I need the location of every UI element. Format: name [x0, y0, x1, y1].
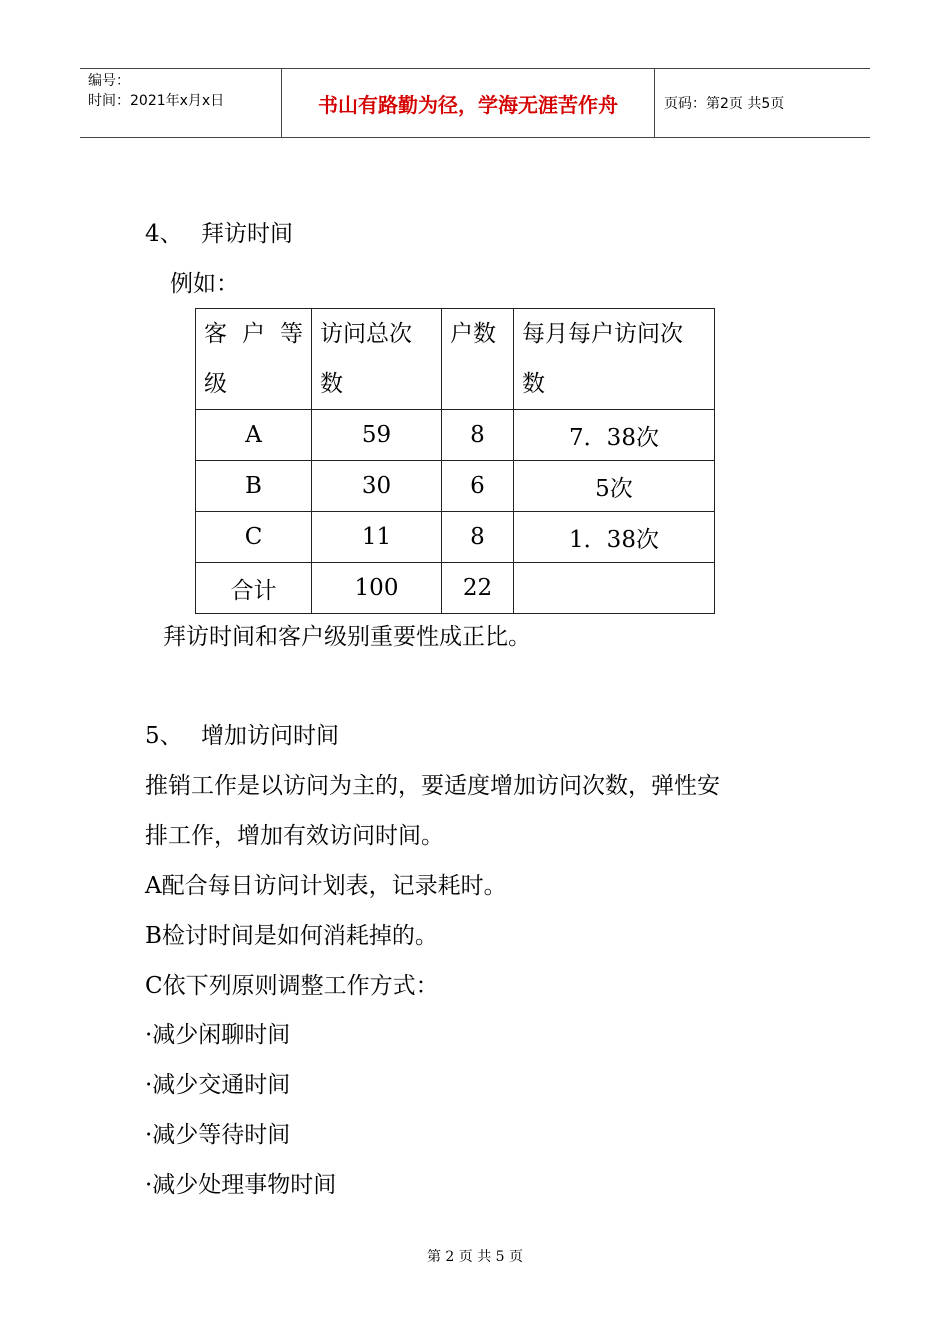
table-cell: 合计 [196, 563, 312, 614]
table-cell: B [196, 461, 312, 512]
section-4-number: 4、 [145, 221, 183, 247]
table-cell: 100 [312, 563, 442, 614]
table-cell: 8 [442, 410, 514, 461]
table-cell: 22 [442, 563, 514, 614]
table-cell: A [196, 410, 312, 461]
table-row [196, 461, 715, 512]
document-date: 时间：2021年x月x日 [88, 93, 225, 109]
section-5-number: 5、 [145, 723, 183, 749]
section-5-heading: 增加访问时间 [201, 723, 339, 749]
visit-table [195, 308, 715, 614]
header-cell-customer-grade: 客 户 等 级 [196, 309, 312, 410]
table-header-row [196, 309, 715, 410]
bullet-item: ·减少等待时间 [145, 1122, 291, 1148]
list-item-a: A配合每日访问计划表，记录耗时。 [145, 873, 507, 899]
table-cell: 11 [312, 512, 442, 563]
section-4-heading: 拜访时间 [201, 221, 293, 247]
header-cell-households: 户数 [442, 309, 514, 410]
table-cell [514, 563, 715, 614]
header-divider [654, 69, 655, 137]
header-page-info: 页码：第2页 共5页 [664, 96, 785, 112]
paragraph-line: 排工作，增加有效访问时间。 [145, 823, 444, 849]
page-header [80, 68, 870, 138]
page-footer: 第 2 页 共 5 页 [426, 1249, 524, 1265]
table-cell: 1．38次 [514, 512, 715, 563]
header-cell-monthly-visits: 每月每户访问次 数 [514, 309, 715, 410]
table-row [196, 410, 715, 461]
bullet-item: ·减少闲聊时间 [145, 1022, 291, 1048]
list-item-c: C依下列原则调整工作方式： [145, 973, 439, 999]
paragraph-line: 推销工作是以访问为主的，要适度增加访问次数，弹性安 [145, 773, 720, 799]
table-note: 拜访时间和客户级别重要性成正比。 [163, 624, 531, 650]
header-motto: 书山有路勤为径，学海无涯苦作舟 [318, 92, 618, 117]
header-cell-total-visits: 访问总次 数 [312, 309, 442, 410]
table-cell: 59 [312, 410, 442, 461]
table-cell: 6 [442, 461, 514, 512]
example-label: 例如： [170, 271, 239, 297]
list-item-b: B检讨时间是如何消耗掉的。 [145, 923, 438, 949]
header-meta [88, 71, 224, 111]
bullet-item: ·减少处理事物时间 [145, 1172, 337, 1198]
table-cell: 5次 [514, 461, 715, 512]
table-cell: 7．38次 [514, 410, 715, 461]
document-number-label: 编号： [88, 73, 130, 89]
table-cell: 30 [312, 461, 442, 512]
bullet-item: ·减少交通时间 [145, 1072, 291, 1098]
table-total-row [196, 563, 715, 614]
table-cell: C [196, 512, 312, 563]
table-row [196, 512, 715, 563]
table-cell: 8 [442, 512, 514, 563]
